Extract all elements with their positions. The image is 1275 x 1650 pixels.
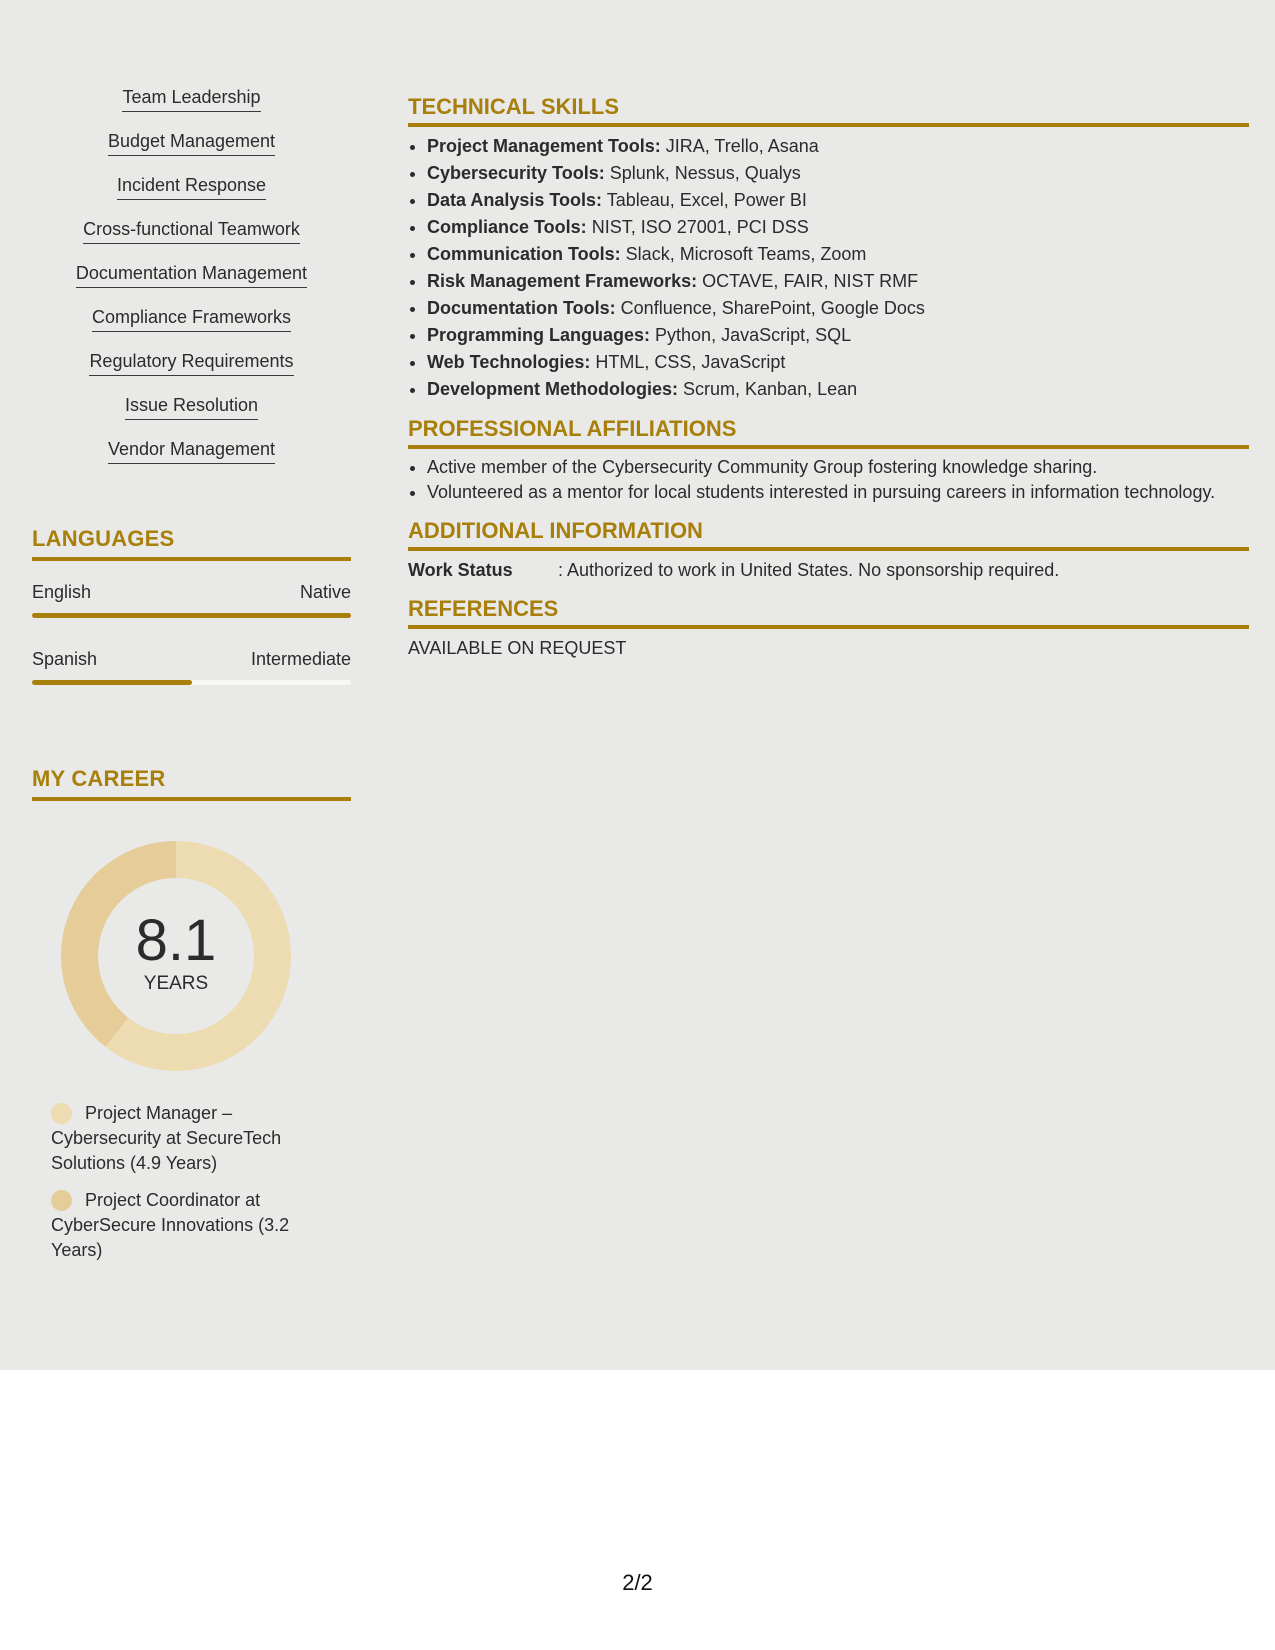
skill-values: Confluence, SharePoint, Google Docs [615,298,925,318]
affiliations-heading: PROFESSIONAL AFFILIATIONS [408,416,1249,449]
skills-list [32,86,351,482]
skill-values: HTML, CSS, JavaScript [590,352,786,372]
skill-values: JIRA, Trello, Asana [660,136,819,156]
list-item [427,241,1249,268]
work-status-row [408,557,1249,583]
technical-skills-list [408,133,1249,403]
list-item [427,160,1249,187]
language-name: Spanish [32,649,98,669]
career-donut-chart [61,841,291,1071]
skill-tag: Budget Management [108,130,275,156]
skill-category: Development Methodologies: [427,379,679,399]
skill-tag: Regulatory Requirements [89,350,293,376]
list-item: • Volunteered as a mentor for local students interested in pursuing careers in information technology. [427,480,1249,505]
language-row [32,581,351,618]
list-item [427,187,1249,214]
skill-tag: Issue Resolution [125,394,258,420]
language-level: Native [299,582,351,602]
skill-tag: Team Leadership [122,86,260,112]
list-item [427,214,1249,241]
skill-category: Cybersecurity Tools: [427,163,605,183]
references-section [408,596,1249,661]
skill-category: Web Technologies: [427,352,591,372]
career-legend-item [51,1101,311,1176]
affiliations-section [408,416,1249,505]
language-level: Intermediate [250,649,351,669]
right-column [408,94,1249,674]
list-item: • Active member of the Cybersecurity Community Group fostering knowledge sharing. [427,455,1249,480]
career-legend-label: Project Manager – Cybersecurity at SecureTech Solutions (4.9 Years) [51,1103,282,1173]
skill-category: Compliance Tools: [427,217,587,237]
skill-tag: Cross-functional Teamwork [83,218,300,244]
page-number: 2/2 [622,1570,653,1595]
list-item [427,133,1249,160]
career-section [32,766,351,1275]
work-status-label: Work Status [408,560,513,580]
list-item [427,295,1249,322]
skill-tag: Incident Response [117,174,266,200]
skill-category: Risk Management Frameworks: [427,271,698,291]
career-legend-label: Project Coordinator at CyberSecure Innovations (3.2 Years) [51,1190,290,1260]
skill-values: Slack, Microsoft Teams, Zoom [620,244,867,264]
skill-values: Splunk, Nessus, Qualys [604,163,801,183]
languages-section [32,526,351,685]
skill-category: Communication Tools: [427,244,621,264]
career-total-value: 8.1 [135,908,217,973]
skill-tag: Documentation Management [76,262,307,288]
language-bar [32,613,351,618]
skill-values: Tableau, Excel, Power BI [602,190,807,210]
career-total-unit: YEARS [143,973,209,994]
work-status-value: : Authorized to work in United States. No sponsorship required. [558,560,1060,580]
skill-tag: Compliance Frameworks [92,306,291,332]
career-legend [51,1101,311,1263]
additional-info-section [408,518,1249,583]
skill-category: Documentation Tools: [427,298,616,318]
references-heading: REFERENCES [408,596,1249,629]
list-item [427,322,1249,349]
skill-values: NIST, ISO 27001, PCI DSS [586,217,809,237]
languages-heading: LANGUAGES [32,526,351,561]
technical-skills-heading: TECHNICAL SKILLS [408,94,1249,127]
list-item [427,376,1249,403]
skill-category: Project Management Tools: [427,136,661,156]
skill-values: Python, JavaScript, SQL [650,325,852,345]
skill-category: Programming Languages: [427,325,651,345]
list-item [427,349,1249,376]
language-name: English [32,582,92,602]
career-heading: MY CAREER [32,766,351,801]
language-bar-fill [32,680,192,685]
skill-tag: Vendor Management [108,438,275,464]
list-item [427,268,1249,295]
technical-skills-section [408,94,1249,403]
language-row [32,648,351,685]
skill-values: OCTAVE, FAIR, NIST RMF [697,271,919,291]
references-text: AVAILABLE ON REQUEST [408,638,627,658]
career-legend-item [51,1188,311,1263]
left-column [32,86,351,1260]
legend-dot-icon [51,1103,72,1124]
affiliations-list [408,455,1249,505]
language-bar-fill [32,613,351,618]
language-bar [32,680,351,685]
skill-category: Data Analysis Tools: [427,190,603,210]
skill-values: Scrum, Kanban, Lean [678,379,858,399]
legend-dot-icon [51,1190,72,1211]
additional-info-heading: ADDITIONAL INFORMATION [408,518,1249,551]
